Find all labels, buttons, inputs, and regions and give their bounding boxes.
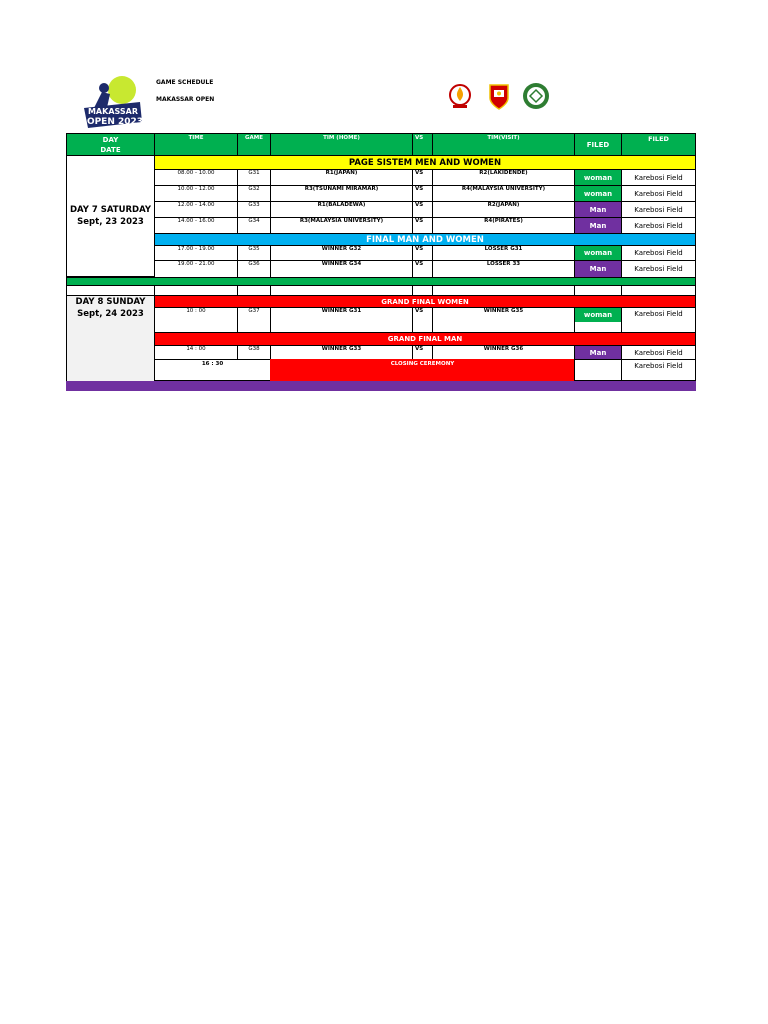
category-badge: Man [574, 201, 622, 218]
table-row-g37-visit: WINNER G35 [432, 307, 575, 333]
table-row-g32-vs: VS [412, 185, 433, 202]
table-row-g34-visit: R4(PIRATES) [432, 217, 575, 234]
field-name: Karebosi Field [621, 307, 696, 333]
table-row-g34-time: 14.00 - 16.00 [154, 217, 238, 234]
table-row-g31-visit: R2(LAKIDENDE) [432, 169, 575, 186]
table-row-g32-game: G32 [237, 185, 271, 202]
field-name: Karebosi Field [621, 217, 696, 234]
table-row-g33-visit: R2(JAPAN) [432, 201, 575, 218]
day8-label: DAY 8 SUNDAY [75, 297, 146, 307]
time-header: TIME [154, 133, 238, 156]
table-row-g38-vs: VS [412, 345, 433, 360]
makassar-open-logo [80, 72, 144, 130]
bottom-bar [66, 381, 696, 391]
filed-header-2: FILED [621, 133, 696, 156]
table-row-g35-game: G35 [237, 245, 271, 261]
filed-header-1: FILED [574, 133, 622, 156]
table-row-g36-home: WINNER G34 [270, 260, 413, 278]
day8-cell [66, 295, 155, 382]
field-name: Karebosi Field [621, 359, 696, 381]
field-name: Karebosi Field [621, 169, 696, 186]
table-row-g37-vs: VS [412, 307, 433, 333]
svg-text:OPEN 2023: OPEN 2023 [86, 117, 144, 127]
category-badge: woman [575, 308, 621, 322]
game-header: GAME [237, 133, 271, 156]
date-header-label: DATE [100, 145, 121, 154]
table-row-g35-home: WINNER G32 [270, 245, 413, 261]
category-badge: Man [574, 260, 622, 278]
blank-cell [574, 359, 622, 381]
category-badge: Man [574, 345, 622, 360]
table-row-g33-game: G33 [237, 201, 271, 218]
closing-time: 16 : 30 [154, 359, 271, 381]
table-row-g35-visit: LOSSER G31 [432, 245, 575, 261]
city-crest-icon [445, 81, 475, 111]
table-row-g36-visit: LOSSER 33 [432, 260, 575, 278]
table-row-g33-time: 12.00 - 14.00 [154, 201, 238, 218]
table-row-g33-home: R1(BALADEWA) [270, 201, 413, 218]
closing-ceremony: CLOSING CEREMONY [270, 359, 575, 381]
schedule-table [66, 133, 696, 391]
day-date-header [66, 133, 155, 156]
table-row-g31-home: R1(JAPAN) [270, 169, 413, 186]
field-name: Karebosi Field [621, 185, 696, 202]
visit-team-header: TIM(VISIT) [432, 133, 575, 156]
table-row-g34-game: G34 [237, 217, 271, 234]
game-schedule-label: GAME SCHEDULE [156, 79, 214, 86]
table-row-g37-time: 10 : 00 [154, 307, 238, 333]
table-row-g31-time: 08.00 - 10.00 [154, 169, 238, 186]
table-row-g33-vs: VS [412, 201, 433, 218]
table-row-g31-vs: VS [412, 169, 433, 186]
table-row-g35-vs: VS [412, 245, 433, 261]
section-grand-final-women: GRAND FINAL WOMEN [154, 295, 696, 308]
day7-date: Sept, 23 2023 [77, 217, 144, 227]
category-badge: woman [574, 245, 622, 261]
table-row-g38-time: 14 : 00 [154, 345, 238, 360]
regional-shield-icon [484, 81, 514, 111]
table-row-g36-vs: VS [412, 260, 433, 278]
table-row-g38-game: G38 [237, 345, 271, 360]
field-name: Karebosi Field [621, 345, 696, 360]
category-badge: Man [574, 217, 622, 234]
day7-cell [66, 155, 155, 277]
field-name: Karebosi Field [621, 245, 696, 261]
table-row-g38-visit: WINNER G36 [432, 345, 575, 360]
field-name: Karebosi Field [621, 260, 696, 278]
table-row-g32-visit: R4(MALAYSIA UNIVERSITY) [432, 185, 575, 202]
table-row-g34-vs: VS [412, 217, 433, 234]
category-badge: woman [574, 169, 622, 186]
table-row-g32-home: R3(TSUNAMI MIRAMAR) [270, 185, 413, 202]
section-final: FINAL MAN AND WOMEN [154, 233, 696, 246]
field-name: Karebosi Field [621, 201, 696, 218]
section-grand-final-man: GRAND FINAL MAN [154, 332, 696, 346]
table-row-g36-time: 19.00 - 21.00 [154, 260, 238, 278]
table-row-g37-home: WINNER G31 [270, 307, 413, 333]
table-row-g34-home: R3(MALAYSIA UNIVERSITY) [270, 217, 413, 234]
section-page-system: PAGE SISTEM MEN AND WOMEN [154, 155, 696, 170]
category-badge: woman [574, 185, 622, 202]
vs-header: VS [412, 133, 433, 156]
table-row-g35-time: 17.00 - 19.00 [154, 245, 238, 261]
svg-text:MAKASSAR: MAKASSAR [87, 107, 139, 116]
day-header-label: DAY [102, 135, 119, 144]
home-team-header: TIM (HOME) [270, 133, 413, 156]
table-row-g37-game: G37 [237, 307, 271, 333]
category-cell [574, 307, 622, 333]
day8-date: Sept, 24 2023 [77, 309, 144, 319]
day7-label: DAY 7 SATURDAY [69, 205, 152, 215]
table-row-g38-home: WINNER G33 [270, 345, 413, 360]
softball-association-icon [521, 81, 551, 111]
table-row-g31-game: G31 [237, 169, 271, 186]
makassar-open-label: MAKASSAR OPEN [156, 96, 215, 103]
table-row-g36-game: G36 [237, 260, 271, 278]
table-row-g32-time: 10.00 - 12.00 [154, 185, 238, 202]
